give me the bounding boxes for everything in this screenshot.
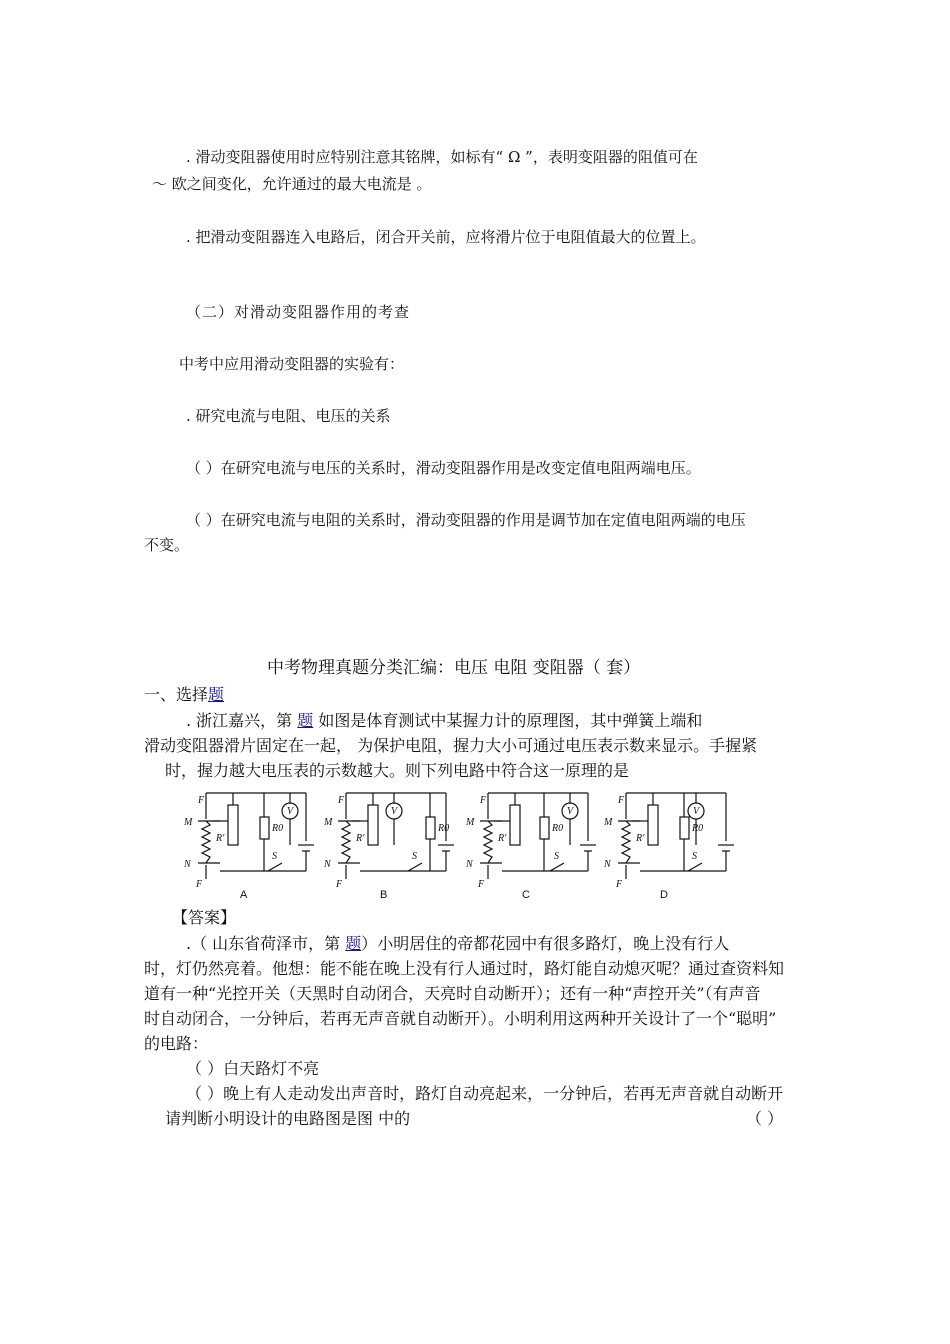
experiment-sub-2-line2: 不变。 (144, 536, 190, 554)
rheostat-nameplate-line2: ～ 欧之间变化，允许通过的最大电流是 。 (152, 175, 432, 193)
label-rprime-d: R′ (636, 833, 645, 844)
label-s-b: S (412, 851, 417, 862)
rheostat-d (648, 805, 658, 845)
question-1-text: 如图是体育测试中某握力计的原理图，其中弹簧上端和 (313, 711, 703, 730)
label-r0-a: R0 (272, 823, 284, 834)
resistor-r0-d (680, 817, 689, 839)
option-label-b: B (380, 889, 388, 901)
answer-label: 【答案】 (172, 908, 237, 927)
label-f-top-a: F (198, 795, 205, 806)
label-f-bottom-c: F (478, 879, 485, 890)
label-rprime-a: R′ (216, 833, 225, 844)
choice-section-link[interactable]: 题 (208, 685, 225, 704)
switch-b (408, 863, 422, 871)
experiment-sub-1: （ ）在研究电流与电压的关系时，滑动变阻器作用是改变定值电阻两端电压。 (186, 459, 701, 477)
choice-section-heading (144, 683, 224, 707)
experiments-intro: 中考中应用滑动变阻器的实验有： (179, 355, 405, 373)
question-2-condition-2: （ ）晚上有人走动发出声音时，路灯自动亮起来，一分钟后，若再无声音就自动断开 (186, 1084, 784, 1103)
exam-title: 中考物理真题分类汇编：电压 电阻 变阻器（ 套） (267, 658, 641, 678)
rheostat-connection-rule: . 把滑动变阻器连入电路后，闭合开关前，应将滑片位于电阻值最大的位置上。 (186, 228, 706, 246)
experiment-item-1: . 研究电流与电阻、电压的关系 (186, 407, 391, 425)
question-2-source: .（ 山东省荷泽市，第 (186, 934, 346, 953)
circuit-options-figure (176, 783, 734, 903)
label-r0-d: R0 (692, 823, 704, 834)
experiment-sub-2-line1: （ ）在研究电流与电阻的关系时，滑动变阻器的作用是调节加在定值电阻两端的电压 (186, 511, 746, 529)
rheostat-nameplate-line1: . 滑动变阻器使用时应特别注意其铭牌，如标有“ Ω ”，表明变阻器的阻值可在 (186, 148, 698, 166)
question-2-answer-bracket: （ ） (746, 1109, 784, 1128)
question-1-source: . 浙江嘉兴，第 (186, 711, 298, 730)
label-n-c: N (466, 859, 473, 870)
switch-a (268, 863, 282, 871)
label-n-d: N (604, 859, 611, 870)
question-1-link[interactable]: 题 (297, 711, 314, 730)
spring-b (342, 821, 350, 863)
label-s-c: S (554, 851, 559, 862)
question-2-link[interactable]: 题 (345, 934, 362, 953)
label-v-a: V (287, 806, 294, 817)
label-f-top-c: F (480, 795, 487, 806)
label-v-d: V (693, 806, 700, 817)
spring-c (484, 821, 492, 863)
label-f-bottom-b: F (336, 879, 343, 890)
question-2-text: ）小明居住的帝都花园中有很多路灯，晚上没有行人 (361, 934, 730, 953)
label-m-d: M (604, 817, 613, 828)
circuit-options-svg (176, 783, 734, 903)
option-label-d: D (660, 889, 668, 901)
rheostat-a (228, 805, 238, 845)
question-2-line1 (186, 932, 729, 956)
question-1-line1 (186, 709, 702, 733)
option-label-a: A (240, 889, 248, 901)
label-f-top-b: F (338, 795, 345, 806)
label-rprime-b: R′ (356, 833, 365, 844)
question-2-condition-1: （ ）白天路灯不亮 (186, 1059, 320, 1078)
label-r0-b: R0 (438, 823, 450, 834)
label-v-c: V (567, 806, 574, 817)
question-2-line4: 时自动闭合，一分钟后，若再无声音就自动断开）。小明利用这两种开关设计了一个“聪明” (144, 1009, 777, 1028)
label-s-a: S (272, 851, 277, 862)
label-f-bottom-a: F (196, 879, 203, 890)
question-1-line3: 时，握力越大电压表的示数越大。则下列电路中符合这一原理的是 (165, 761, 630, 780)
label-r0-c: R0 (552, 823, 564, 834)
rheostat-c (510, 805, 520, 845)
rheostat-b (368, 805, 378, 845)
question-1-line2: 滑动变阻器滑片固定在一起， 为保护电阻，握力大小可通过电压表示数来显示。手握紧 (144, 736, 758, 755)
label-n-a: N (184, 859, 191, 870)
question-2-prompt: 请判断小明设计的电路图是图 中的 (165, 1109, 411, 1128)
resistor-r0-b (426, 817, 435, 839)
label-n-b: N (324, 859, 331, 870)
label-f-top-d: F (618, 795, 625, 806)
question-2-line5: 的电路： (144, 1034, 209, 1053)
label-m-b: M (324, 817, 333, 828)
switch-d (688, 863, 702, 871)
spring-a (202, 821, 210, 863)
label-f-bottom-d: F (616, 879, 623, 890)
question-2-line3: 道有一种“光控开关（天黑时自动闭合，天亮时自动断开）；还有一种“声控开关”（有声音 (144, 984, 761, 1003)
resistor-r0-a (260, 817, 269, 839)
label-s-d: S (692, 851, 697, 862)
label-v-b: V (391, 806, 398, 817)
question-2-line2: 时，灯仍然亮着。他想：能不能在晚上没有行人通过时，路灯能自动熄灭呢？通过查资料知 (144, 959, 785, 978)
resistor-r0-c (540, 817, 549, 839)
switch-c (550, 863, 564, 871)
spring-d (622, 821, 630, 863)
label-m-a: M (184, 817, 193, 828)
label-m-c: M (466, 817, 475, 828)
section-heading-role: （二）对滑动变阻器作用的考查 (186, 303, 411, 321)
option-label-c: C (522, 889, 530, 901)
label-rprime-c: R′ (498, 833, 507, 844)
choice-section-prefix: 一、选择 (144, 685, 209, 704)
